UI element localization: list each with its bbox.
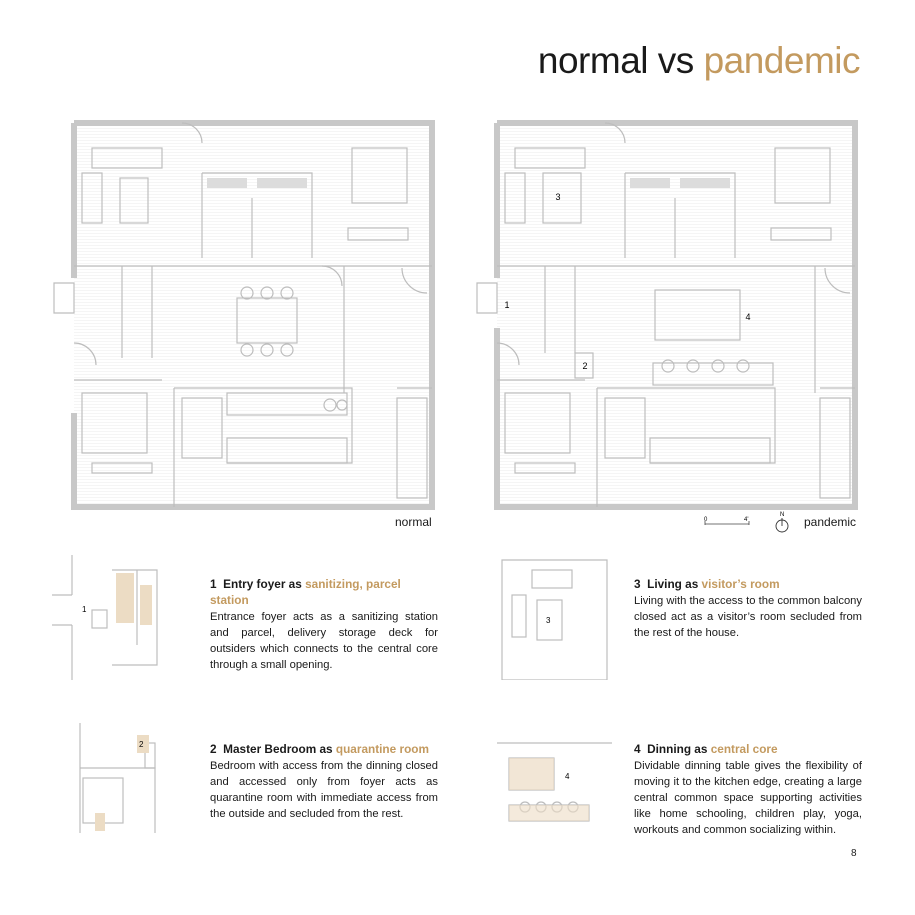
thumb-dinning bbox=[497, 723, 612, 835]
section-text: Dividable dinning table gives the flexibility of moving it to the kitchen edge, creating a large central common space supporting activities like home schooling, children play, yoga, workouts and common socializing within. bbox=[634, 760, 862, 836]
plan-label-3: 3 bbox=[555, 192, 561, 202]
page-number: 8 bbox=[851, 848, 857, 859]
north-label: N bbox=[780, 512, 785, 518]
title-pandemic: pandemic bbox=[703, 40, 860, 81]
section-heading-accent: central core bbox=[710, 742, 778, 756]
section-heading bbox=[634, 576, 862, 592]
section-number: 1 bbox=[210, 577, 217, 591]
section-text: Entrance foyer acts as a sanitizing station and parcel, delivery storage deck for outsiders which connects to the central core through a small opening. bbox=[210, 611, 438, 671]
thumb-living bbox=[497, 555, 612, 680]
plan-label-1: 1 bbox=[504, 300, 510, 310]
section-heading-text: Master Bedroom as bbox=[223, 742, 336, 756]
section-heading-accent: quarantine room bbox=[335, 742, 429, 756]
thumb-label-1: 1 bbox=[82, 605, 87, 614]
section-number: 3 bbox=[634, 577, 641, 591]
scale-bar bbox=[703, 514, 755, 534]
caption-normal: normal bbox=[395, 515, 432, 529]
title-normal: normal vs bbox=[537, 40, 704, 81]
section-number: 2 bbox=[210, 742, 217, 756]
section-living bbox=[634, 576, 862, 641]
thumb-entry-foyer bbox=[52, 555, 177, 680]
section-text: Living with the access to the common balcony closed act as a visitor’s room secluded from the rest of the house. bbox=[634, 595, 862, 639]
thumb-label-2: 2 bbox=[139, 740, 144, 749]
scale-start: 0 bbox=[704, 517, 708, 523]
page-title bbox=[520, 40, 860, 82]
section-heading bbox=[634, 741, 862, 757]
section-entry-foyer bbox=[210, 576, 438, 673]
thumb-label-4: 4 bbox=[565, 772, 570, 781]
section-heading-accent: visitor’s room bbox=[701, 577, 780, 591]
plan-label-4: 4 bbox=[745, 312, 751, 322]
section-heading bbox=[210, 741, 438, 757]
section-heading-text: Entry foyer as bbox=[223, 577, 306, 591]
plan-label-2: 2 bbox=[582, 361, 588, 371]
thumb-label-3: 3 bbox=[546, 616, 551, 625]
scale-end: 4' bbox=[744, 517, 749, 523]
floor-plan-pandemic bbox=[475, 118, 860, 510]
section-heading-accent: sanitizing, parcel station bbox=[210, 577, 401, 607]
section-number: 4 bbox=[634, 742, 641, 756]
north-arrow-icon bbox=[773, 510, 793, 534]
thumb-master-bedroom bbox=[75, 723, 175, 833]
section-dinning bbox=[634, 741, 862, 838]
section-text: Bedroom with access from the dinning closed and accessed only from foyer acts as quarantine room with immediate access from the outside and secluded from the rest. bbox=[210, 760, 438, 820]
section-heading-text: Dinning as bbox=[647, 742, 711, 756]
section-master-bedroom bbox=[210, 741, 438, 822]
section-heading bbox=[210, 576, 438, 608]
floor-plan-normal bbox=[52, 118, 437, 510]
section-heading-text: Living as bbox=[647, 577, 702, 591]
caption-pandemic: pandemic bbox=[804, 515, 857, 529]
